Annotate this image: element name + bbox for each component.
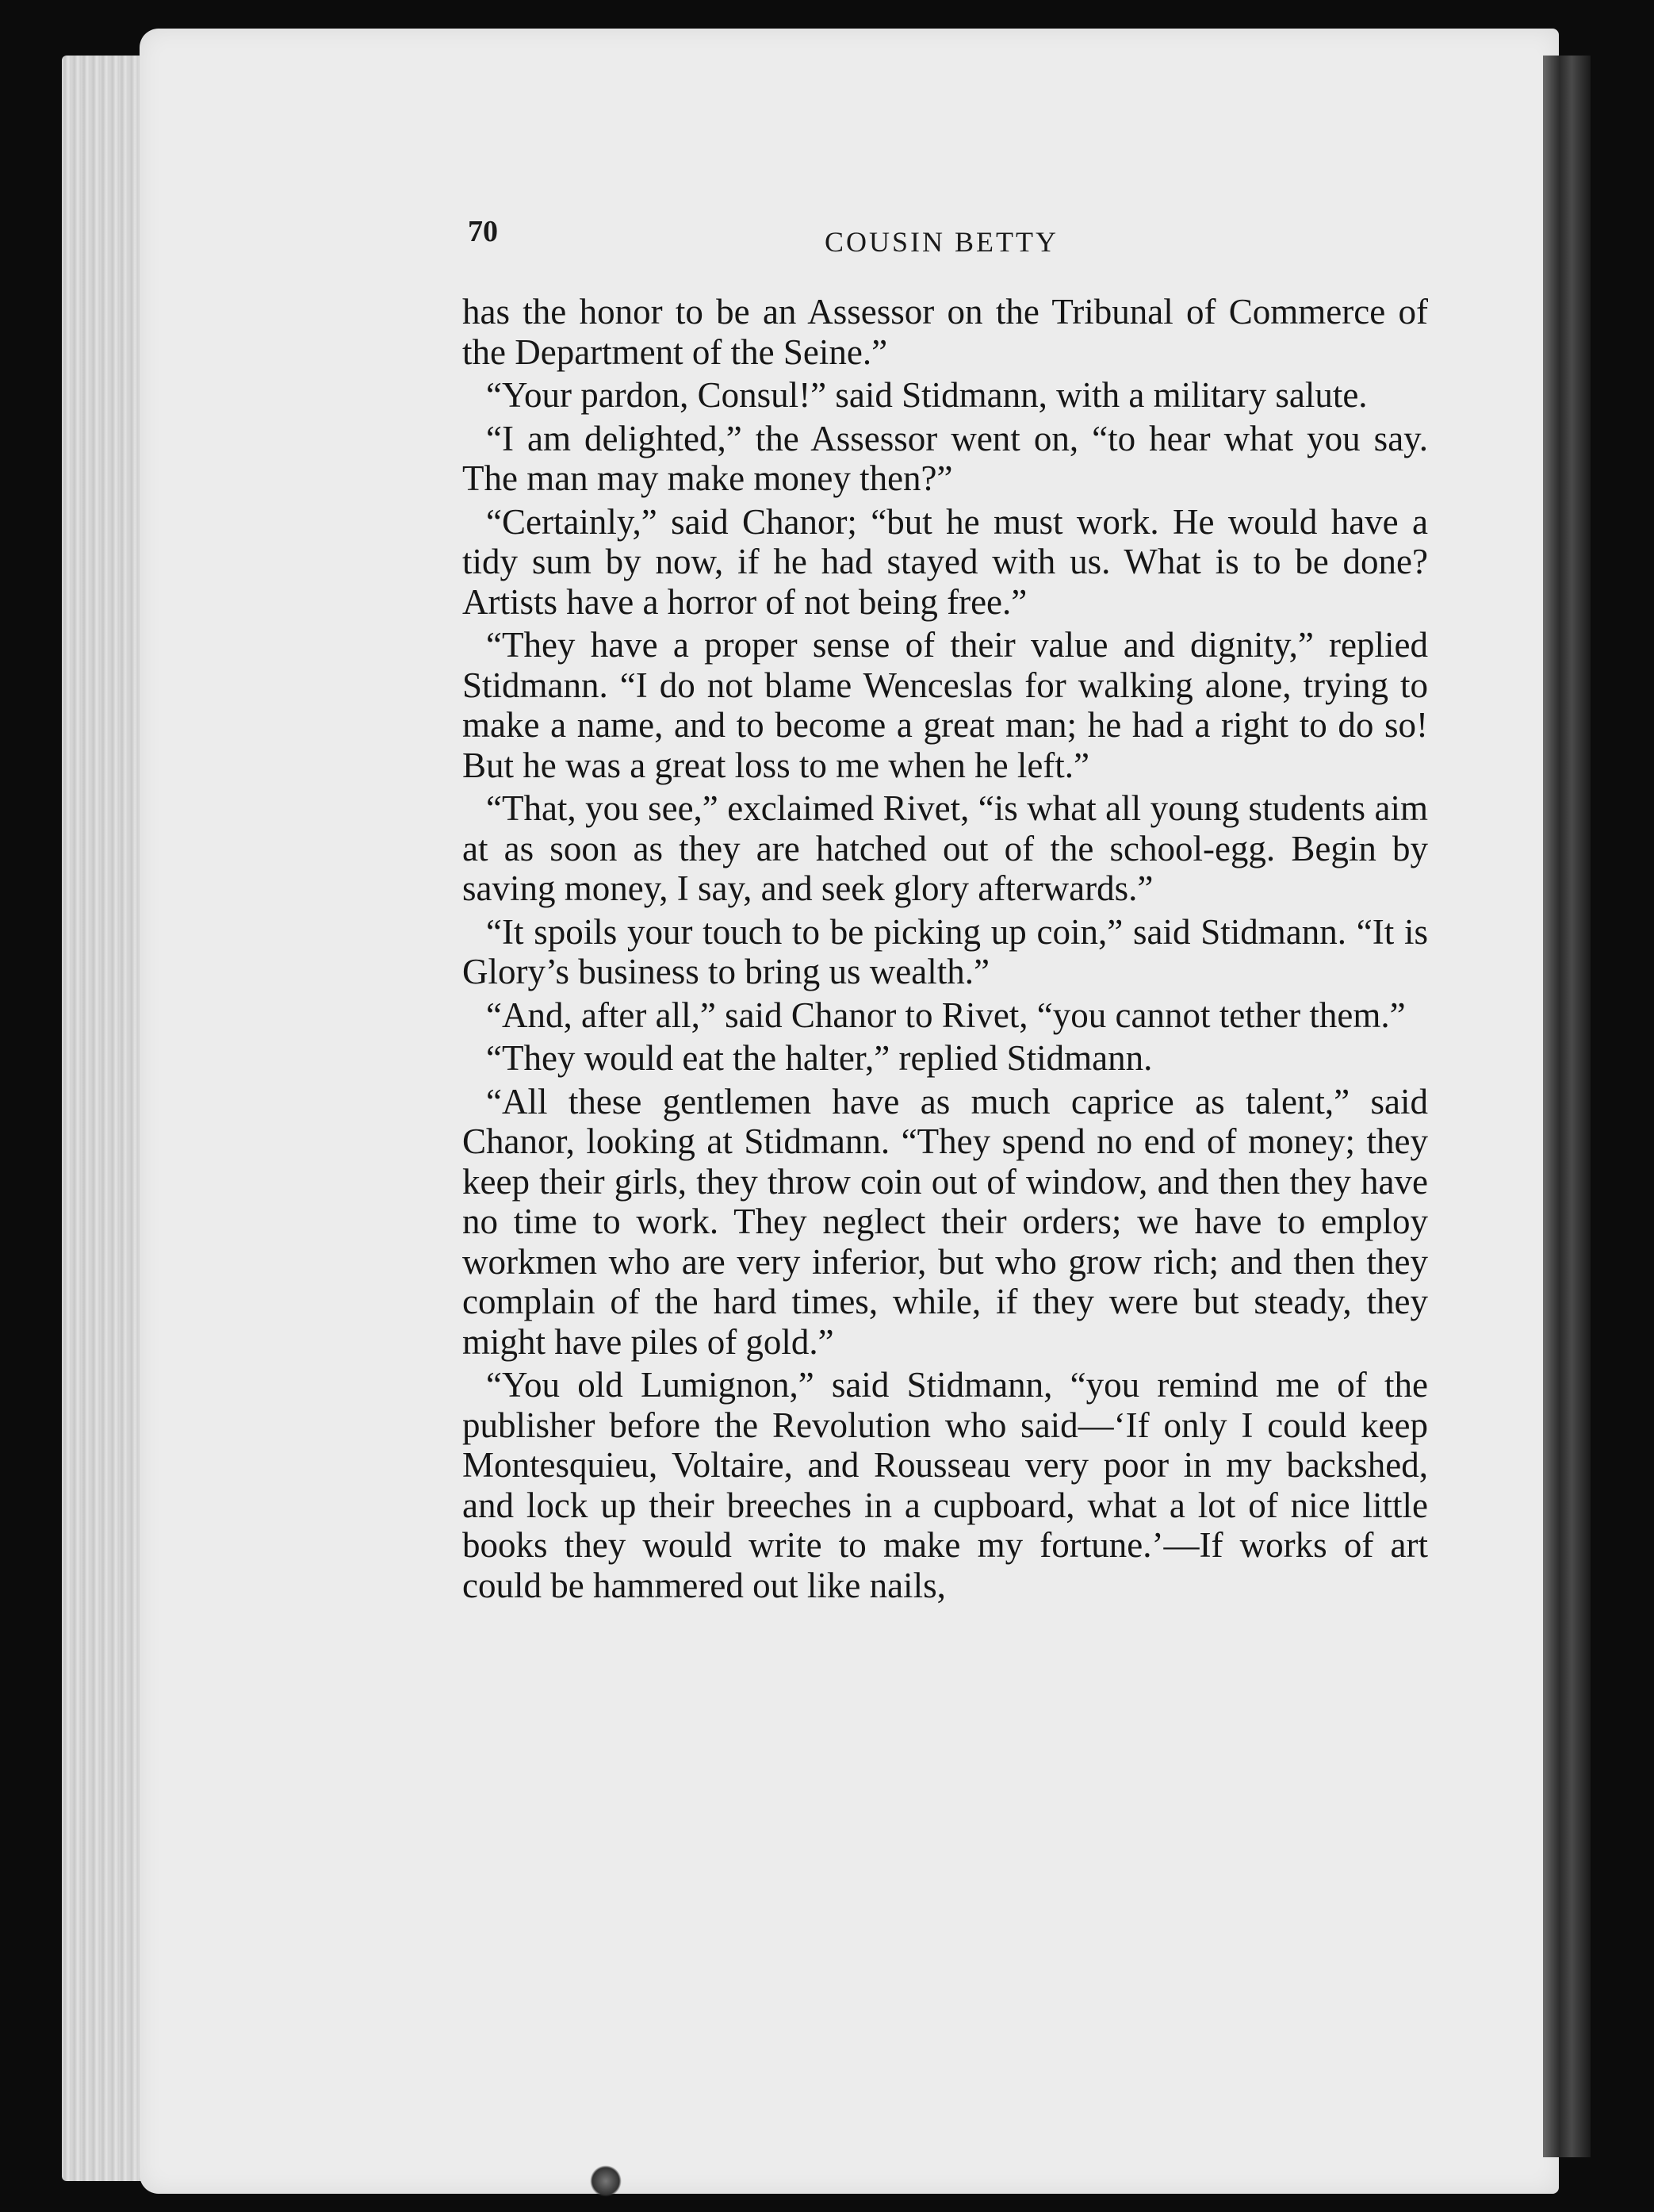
paragraph: “Certainly,” said Chanor; “but he must work. He would have a tidy sum by now, if he had stayed with us. What is to be done? Artists have a horror of not being free.” (462, 501, 1428, 622)
running-head: COUSIN BETTY (825, 226, 1059, 258)
body-text (462, 292, 1428, 2076)
paragraph: “I am delighted,” the Assessor went on, “to hear what you say. The man may make money then?” (462, 418, 1428, 498)
paragraph: “They would eat the halter,” replied Stidmann. (486, 1038, 1153, 1078)
paragraph: “Your pardon, Consul!” said Stidmann, with a military salute. (486, 375, 1368, 415)
page-header (468, 214, 1427, 270)
page-number: 70 (468, 215, 498, 248)
book-binding-gutter (1543, 56, 1591, 2157)
paragraph: “All these gentlemen have as much caprice as talent,” said Chanor, looking at Stidmann. “They spend no end of money; they keep their girls, they throw coin out of window, and then they have no time to work. They neglect their orders; we have to employ workmen who are very inferior, but who grow rich; and then they complain of the hard times, while, if they were but steady, they might have piles of gold.” (462, 1081, 1428, 1362)
paragraph: “They have a proper sense of their value and dignity,” replied Stidmann. “I do not blame Wenceslas for walking alone, trying to make a name, and to become a great man; he had a right to do so! But he was a great loss to me when he left.” (462, 625, 1428, 785)
book-page-edges (62, 56, 149, 2181)
paragraph: “That, you see,” exclaimed Rivet, “is what all young students aim at as soon as they are hatched out of the school-egg. Begin by saving money, I say, and seek glory afterwards.” (462, 788, 1428, 908)
paragraph: “And, after all,” said Chanor to Rivet, “you cannot tether them.” (486, 995, 1406, 1035)
paragraph: “You old Lumignon,” said Stidmann, “you remind me of the publisher before the Revolution who said—‘If only I could keep Montesquieu, Voltaire, and Rousseau very poor in my backshed, and lock up their breeches in a cupboard, what a lot of nice little books they would write to make my fortune.’—If works of art could be hammered out like nails, (462, 1365, 1428, 1605)
paragraph: “It spoils your touch to be picking up coin,” said Stidmann. “It is Glory’s business to bring us wealth.” (462, 911, 1428, 991)
binding-mark (590, 2165, 622, 2197)
paragraph: has the honor to be an Assessor on the Tribunal of Commerce of the Department of the Seine.” (462, 292, 1428, 372)
